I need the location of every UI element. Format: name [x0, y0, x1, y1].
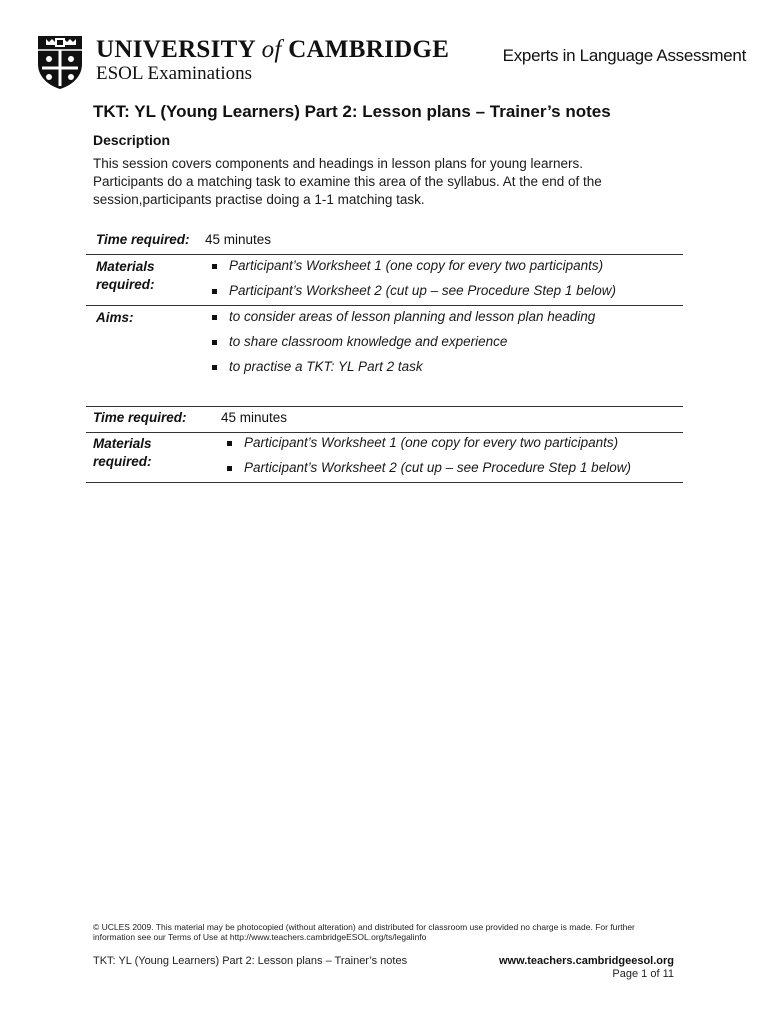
aims-item: to share classroom knowledge and experience — [229, 334, 507, 349]
table-divider — [86, 254, 683, 255]
time-required-label: Time required: — [93, 410, 187, 425]
description-line: This session covers components and headings in lesson plans for young learners. — [93, 156, 584, 171]
materials-item: Participant’s Worksheet 1 (one copy for every two participants) — [229, 258, 603, 273]
bullet-icon — [212, 315, 217, 320]
table-divider — [86, 432, 683, 433]
aims-label: Aims: — [96, 310, 134, 325]
time-required-value: 45 minutes — [221, 410, 288, 425]
materials-label: Materials required: — [96, 259, 155, 292]
time-required-value: 45 minutes — [205, 232, 272, 247]
bullet-icon — [212, 264, 217, 269]
page-title: TKT: YL (Young Learners) Part 2: Lesson plans – Trainer’s notes — [93, 102, 611, 121]
esol-examinations: ESOL Examinations — [96, 63, 253, 84]
session-table-1 — [86, 228, 683, 408]
aims-item: to practise a TKT: YL Part 2 task — [229, 359, 423, 374]
materials-item: Participant’s Worksheet 2 (cut up – see Procedure Step 1 below) — [244, 460, 631, 475]
footer-url-link[interactable]: www.teachers.cambridgeesol.org — [498, 955, 674, 967]
description-heading: Description — [93, 132, 171, 148]
bullet-icon — [227, 466, 232, 471]
header-tagline: Experts in Language Assessment — [502, 46, 746, 65]
bullet-icon — [212, 365, 217, 370]
materials-item: Participant’s Worksheet 2 (cut up – see Procedure Step 1 below) — [229, 283, 616, 298]
time-required-label: Time required: — [96, 232, 190, 247]
bullet-icon — [227, 441, 232, 446]
aims-item: to consider areas of lesson planning and lesson plan heading — [229, 309, 595, 324]
description-line: Participants do a matching task to examine this area of the syllabus. At the end of the — [93, 174, 602, 189]
copyright-notice: © UCLES 2009. This material may be photocopied (without alteration) and distributed for classroom use provided no charge is made. For further information see our Terms of Use at http://www.teachers.cambridgeESOL.org/ts/legalinfo — [93, 922, 635, 942]
session-table-2 — [86, 406, 683, 486]
materials-label: Materials required: — [93, 436, 152, 469]
cambridge-crest-icon — [36, 34, 84, 90]
bullet-icon — [212, 340, 217, 345]
page-number: Page 1 of 11 — [612, 968, 674, 980]
description-text — [93, 155, 683, 209]
bullet-icon — [212, 289, 217, 294]
table-divider — [86, 305, 683, 306]
footer-doc-title: TKT: YL (Young Learners) Part 2: Lesson plans – Trainer’s notes — [93, 955, 408, 967]
table-divider — [86, 482, 683, 483]
materials-item: Participant’s Worksheet 1 (one copy for every two participants) — [244, 435, 618, 450]
page-header — [36, 34, 746, 90]
university-name: UNIVERSITY of CAMBRIDGE — [96, 36, 450, 63]
description-line: session,participants practise doing a 1-1 matching task. — [93, 192, 425, 207]
